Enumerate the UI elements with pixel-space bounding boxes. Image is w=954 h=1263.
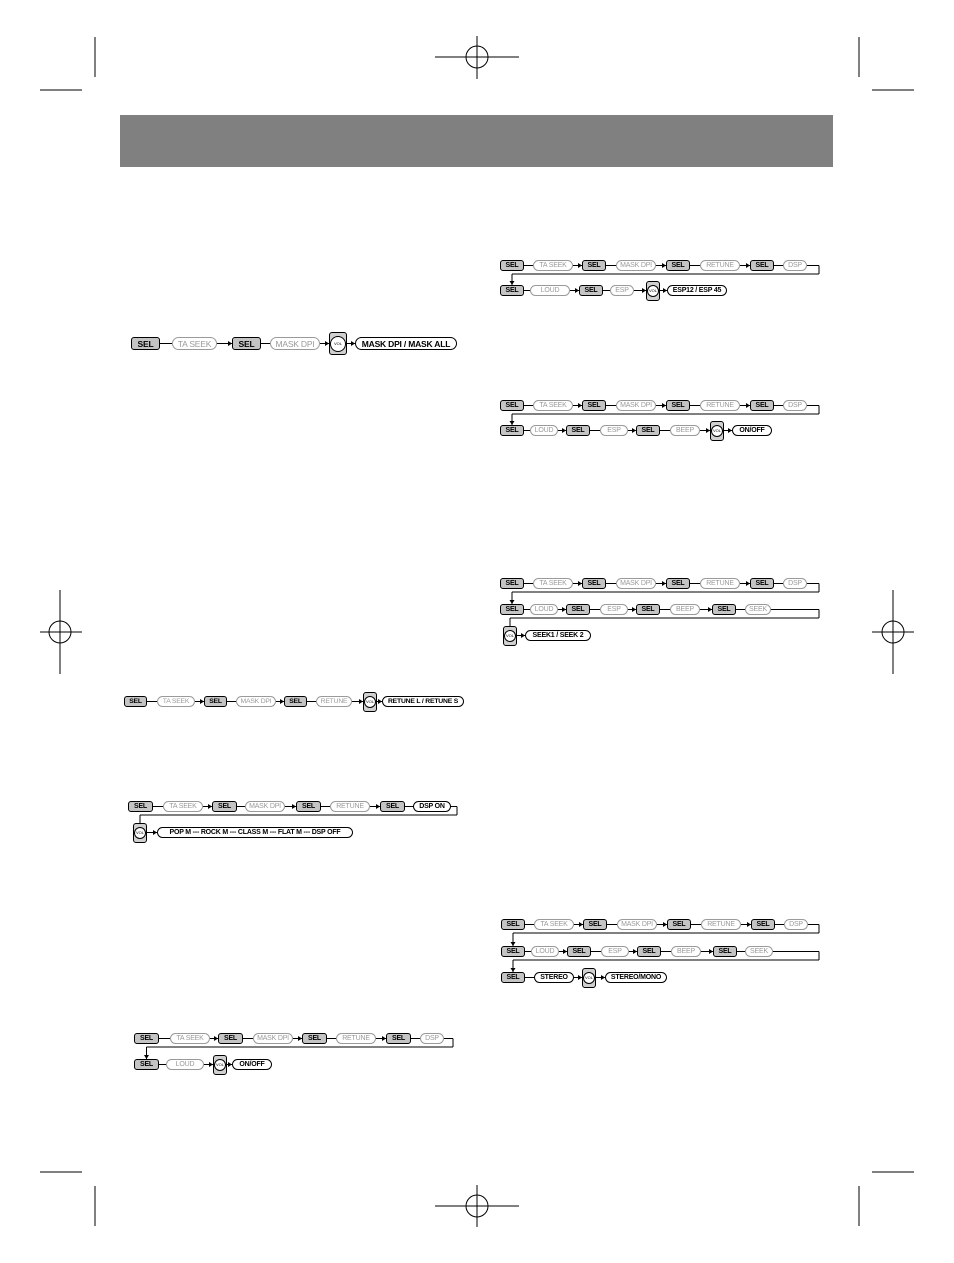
sel-key-box: SEL xyxy=(636,604,660,615)
volume-knob-label: VOL xyxy=(330,336,346,352)
menu-item-box: ESP xyxy=(600,425,628,436)
volume-knob-icon xyxy=(582,968,596,988)
sel-key-box: SEL xyxy=(134,1059,159,1070)
menu-item-box: ESP xyxy=(600,604,628,615)
menu-item-box: POP M --- ROCK M --- CLASS M --- FLAT M --- DSP OFF xyxy=(157,827,353,838)
sel-key-box: SEL xyxy=(666,260,690,271)
menu-item-box: MASK DPI xyxy=(270,337,320,350)
menu-item-box: DSP xyxy=(783,578,807,589)
menu-item-box: RETUNE xyxy=(700,578,740,589)
sel-key-box: SEL xyxy=(582,400,606,411)
menu-item-box: TA SEEK xyxy=(172,337,217,350)
volume-knob-label: VOL xyxy=(711,425,723,437)
sel-key-box: SEL xyxy=(501,946,525,957)
sel-key-box: SEL xyxy=(750,578,774,589)
sel-key-box: SEL xyxy=(566,604,590,615)
menu-item-box: MASK DPI xyxy=(245,801,285,812)
volume-knob-icon xyxy=(133,823,147,843)
menu-item-box: LOUD xyxy=(530,425,558,436)
sel-key-box: SEL xyxy=(500,260,524,271)
sel-key-box: SEL xyxy=(218,1033,243,1044)
menu-item-box: TA SEEK xyxy=(533,400,573,411)
menu-item-box: TA SEEK xyxy=(170,1033,210,1044)
sel-key-box: SEL xyxy=(750,260,774,271)
sel-key-box: SEL xyxy=(666,400,690,411)
volume-knob-icon xyxy=(329,332,347,355)
volume-knob-icon xyxy=(646,281,660,301)
menu-item-box: BEEP xyxy=(670,425,700,436)
menu-item-box: DSP xyxy=(783,260,807,271)
menu-item-box: SEEK xyxy=(745,946,773,957)
menu-item-box: DSP ON xyxy=(413,801,451,812)
sel-key-box: SEL xyxy=(500,604,524,615)
menu-item-box: STEREO xyxy=(534,972,574,983)
sel-key-box: SEL xyxy=(131,337,160,350)
sel-key-box: SEL xyxy=(583,919,607,930)
menu-item-box: LOUD xyxy=(531,946,559,957)
sel-key-box: SEL xyxy=(500,578,524,589)
menu-item-box: SEEK xyxy=(745,604,771,615)
sel-key-box: SEL xyxy=(712,604,736,615)
menu-item-box: RETUNE xyxy=(316,696,352,707)
volume-knob-icon xyxy=(213,1055,227,1075)
menu-item-box: LOUD xyxy=(530,285,570,296)
menu-item-box: BEEP xyxy=(671,946,701,957)
sel-key-box: SEL xyxy=(750,400,774,411)
sel-key-box: SEL xyxy=(582,578,606,589)
menu-item-box: TA SEEK xyxy=(534,919,574,930)
sel-key-box: SEL xyxy=(667,919,691,930)
menu-item-box: LOUD xyxy=(166,1059,204,1070)
sel-key-box: SEL xyxy=(500,425,524,436)
menu-item-box: MASK DPI / MASK ALL xyxy=(355,337,457,350)
menu-item-box: DSP xyxy=(783,400,807,411)
menu-item-box: TA SEEK xyxy=(533,578,573,589)
sel-key-box: SEL xyxy=(501,919,525,930)
sel-key-box: SEL xyxy=(666,578,690,589)
menu-item-box: RETUNE xyxy=(336,1033,376,1044)
menu-item-box: DSP xyxy=(420,1033,444,1044)
sel-key-box: SEL xyxy=(124,696,147,707)
sel-key-box: SEL xyxy=(500,285,524,296)
volume-knob-icon xyxy=(363,692,377,712)
menu-item-box: MASK DPI xyxy=(616,260,656,271)
sel-key-box: SEL xyxy=(566,425,590,436)
volume-knob-label: VOL xyxy=(134,827,146,839)
sel-key-box: SEL xyxy=(713,946,737,957)
menu-item-box: MASK DPI xyxy=(616,578,656,589)
sel-key-box: SEL xyxy=(204,696,227,707)
menu-item-box: SEEK1 / SEEK 2 xyxy=(525,630,591,641)
menu-item-box: MASK DPI xyxy=(616,400,656,411)
menu-item-box: ESP12 / ESP 45 xyxy=(667,285,727,296)
sel-key-box: SEL xyxy=(751,919,775,930)
menu-item-box: TA SEEK xyxy=(533,260,573,271)
sel-key-box: SEL xyxy=(582,260,606,271)
sel-key-box: SEL xyxy=(134,1033,159,1044)
menu-item-box: ESP xyxy=(601,946,629,957)
volume-knob-label: VOL xyxy=(583,972,595,984)
menu-item-box: MASK DPI xyxy=(236,696,276,707)
menu-item-box: ON/OFF xyxy=(232,1059,272,1070)
sel-key-box: SEL xyxy=(128,801,153,812)
volume-knob-icon xyxy=(503,626,517,646)
menu-item-box: TA SEEK xyxy=(157,696,195,707)
sel-key-box: SEL xyxy=(636,425,660,436)
menu-item-box: TA SEEK xyxy=(163,801,203,812)
sel-key-box: SEL xyxy=(296,801,321,812)
sel-key-box: SEL xyxy=(302,1033,327,1044)
menu-item-box: BEEP xyxy=(670,604,700,615)
sel-key-box: SEL xyxy=(380,801,405,812)
volume-knob-label: VOL xyxy=(647,285,659,297)
volume-knob-icon xyxy=(710,421,724,441)
menu-item-box: RETUNE L / RETUNE S xyxy=(382,696,464,707)
menu-item-box: ESP xyxy=(610,285,634,296)
sel-key-box: SEL xyxy=(212,801,237,812)
volume-knob-label: VOL xyxy=(364,696,376,708)
sel-key-box: SEL xyxy=(567,946,591,957)
sel-key-box: SEL xyxy=(501,972,525,983)
sel-key-box: SEL xyxy=(386,1033,411,1044)
sel-key-box: SEL xyxy=(637,946,661,957)
menu-item-box: DSP xyxy=(784,919,808,930)
menu-item-box: ON/OFF xyxy=(732,425,772,436)
menu-item-box: MASK DPI xyxy=(253,1033,293,1044)
sel-key-box: SEL xyxy=(579,285,603,296)
menu-item-box: STEREO/MONO xyxy=(605,972,667,983)
volume-knob-label: VOL xyxy=(504,630,516,642)
sel-key-box: SEL xyxy=(232,337,261,350)
sel-key-box: SEL xyxy=(284,696,307,707)
volume-knob-label: VOL xyxy=(214,1059,226,1071)
menu-item-box: RETUNE xyxy=(330,801,370,812)
menu-item-box: RETUNE xyxy=(700,400,740,411)
menu-item-box: RETUNE xyxy=(700,260,740,271)
sel-key-box: SEL xyxy=(500,400,524,411)
menu-item-box: MASK DPI xyxy=(617,919,657,930)
menu-item-box: RETUNE xyxy=(701,919,741,930)
menu-item-box: LOUD xyxy=(530,604,558,615)
